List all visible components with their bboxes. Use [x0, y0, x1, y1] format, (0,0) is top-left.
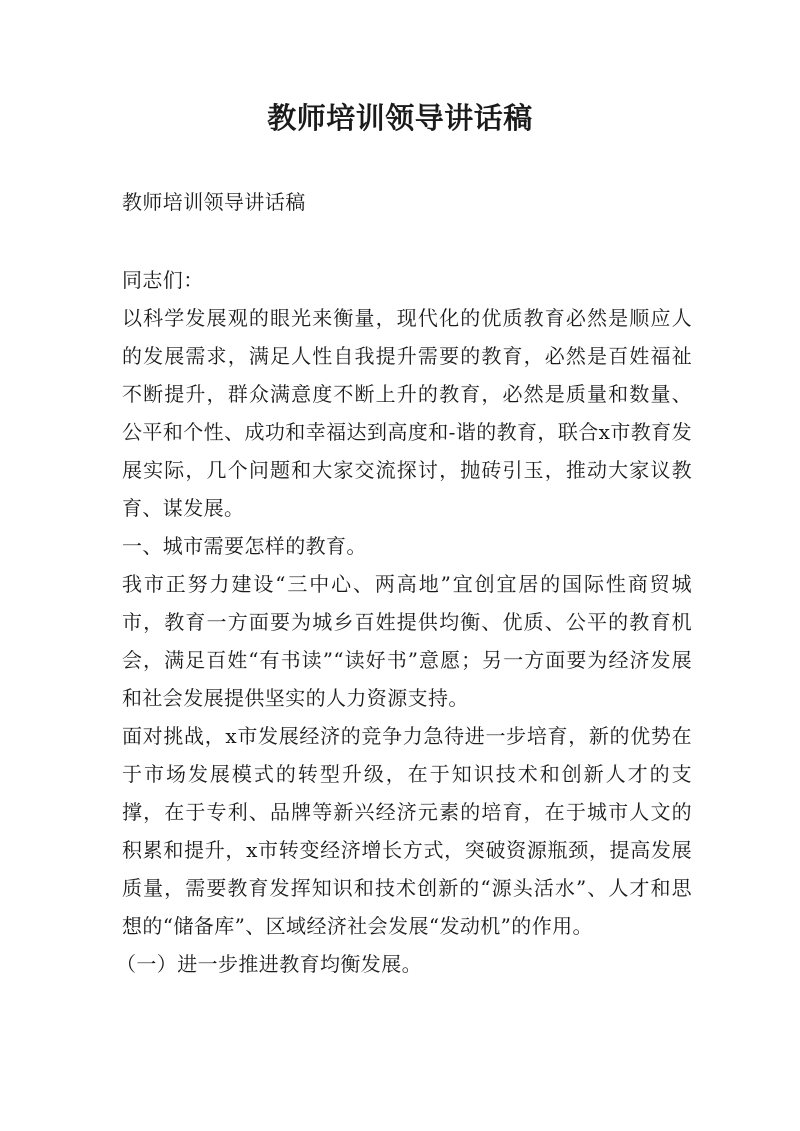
paragraph-intro: 以科学发展观的眼光来衡量，现代化的优质教育必然是顺应人的发展需求，满足人性自我提升需要的教育，必然是百姓福祉不断提升，群众满意度不断上升的教育，必然是质量和数量、公平和个性、成功和幸福达到高度和-谐的教育，联合x市教育发展实际，几个问题和大家交流探讨，抛砖引玉，推动大家议教育、谋发展。 — [122, 306, 692, 520]
document-body — [116, 181, 692, 983]
salutation: 同志们： — [122, 268, 204, 292]
paragraph-city-goal: 我市正努力建设“三中心、两高地”宜创宜居的国际性商贸城市，教育一方面要为城乡百姓提供均衡、优质、公平的教育机会，满足百姓“有书读”“读好书”意愿；另一方面要为经济发展和社会发展提供坚实的人力资源支持。 — [122, 572, 692, 710]
document-title: 教师培训领导讲话稿 — [267, 101, 533, 135]
subsection-heading-1: （一）进一步推进教育均衡发展。 — [116, 952, 422, 976]
section-heading-1: 一、城市需要怎样的教育。 — [122, 534, 367, 558]
paragraph-challenges: 面对挑战，x市发展经济的竞争力急待进一步培育，新的优势在于市场发展模式的转型升级，在于知识技术和创新人才的支撑，在于专利、品牌等新兴经济元素的培育，在于城市人文的积累和提升，x市转变经济增长方式，突破资源瓶颈，提高发展质量，需要教育发挥知识和技术创新的“源头活水”、人才和思想的“储备库”、区域经济社会发展“发动机”的作用。 — [122, 724, 692, 938]
document-subtitle: 教师培训领导讲话稿 — [122, 190, 306, 214]
